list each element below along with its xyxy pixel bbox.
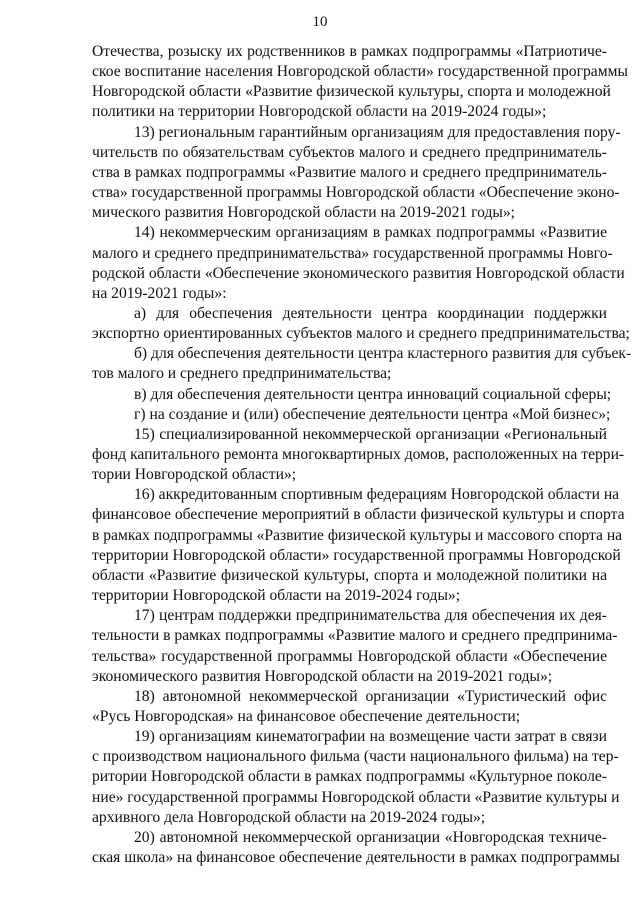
- text-line: 14) некоммерческим организациям в рамках подпрограммы «Развитие: [134, 224, 607, 242]
- text-line: ское воспитание населения Новгородской области» государственной программы: [92, 63, 628, 81]
- text-line: политики на территории Новгородской области на 2019-2024 годы»;: [92, 103, 547, 121]
- text-line: ства в рамках подпрограммы «Развитие малого и среднего предприниматель-: [92, 163, 607, 181]
- text-line: фонд капитального ремонта многоквартирных домов, расположенных на терри-: [92, 446, 625, 463]
- text-line: на 2019-2021 годы»:: [92, 284, 227, 302]
- text-line: тории Новгородской области»;: [92, 466, 297, 484]
- text-line: архивного дела Новгородской области на 2019-2024 годы»;: [92, 808, 486, 826]
- text-line: Отечества, розыску их родственников в рамках подпрограммы «Патриотиче-: [92, 43, 607, 60]
- text-line: ние» государственной программы Новгородской области «Развитие культуры и: [92, 788, 620, 806]
- text-line: финансовое обеспечение мероприятий в области физической культуры и спорта: [92, 506, 625, 524]
- text-line: малого и среднего предпринимательства» государственной программы Новго-: [92, 244, 613, 262]
- text-line: родской области «Обеспечение экономического развития Новгородской области: [92, 264, 625, 282]
- text-line: тельности в рамках подпрограммы «Развитие малого и среднего предпринима-: [92, 627, 618, 645]
- text-line: в) для обеспечения деятельности центра инноваций социальной сферы;: [134, 385, 612, 403]
- text-line: Новгородской области «Развитие физической культуры, спорта и молодежной: [92, 83, 611, 101]
- text-line: ритории Новгородской области в рамках подпрограммы «Культурное поколе-: [92, 768, 607, 786]
- text-line: 17) центрам поддержки предпринимательства для обеспечения их дея-: [134, 607, 607, 625]
- text-line: б) для обеспечения деятельности центра кластерного развития для субъек-: [134, 345, 632, 363]
- text-line: г) на создание и (или) обеспечение деятельности центра «Мой бизнес»;: [134, 405, 611, 423]
- text-line: области «Развитие физической культуры, спорта и молодежной политики на: [92, 566, 607, 584]
- text-line: экспортно ориентированных субъектов малого и среднего предпринимательства;: [92, 325, 630, 343]
- text-line: 13) региональным гарантийным организациям для предоставления пору-: [134, 123, 621, 141]
- text-line: 16) аккредитованным спортивным федерациям Новгородской области на: [134, 486, 620, 504]
- text-line: ства» государственной программы Новгородской области «Обеспечение эконо-: [92, 184, 620, 202]
- text-line: мического развития Новгородской области на 2019-2021 годы»;: [92, 204, 515, 222]
- text-line: тельства» государственной программы Новгородской области «Обеспечение: [92, 647, 607, 665]
- text-line: 18) автономной некоммерческой организации «Туристический офис: [134, 687, 607, 705]
- text-line: чительств по обязательствам субъектов малого и среднего предприниматель-: [92, 143, 607, 161]
- text-line: экономического развития Новгородской области на 2019-2021 годы»;: [92, 667, 553, 685]
- text-line: тов малого и среднего предпринимательства;: [92, 365, 392, 383]
- text-line: 20) автономной некоммерческой организации «Новгородская техниче-: [134, 828, 607, 846]
- text-line: в рамках подпрограммы «Развитие физической культуры и массового спорта на: [92, 526, 623, 544]
- text-line: территории Новгородской области на 2019-2024 годы»;: [92, 587, 461, 605]
- text-line: территории Новгородской области» государственной программы Новгородской: [92, 546, 621, 564]
- text-line: «Русь Новгородская» на финансовое обеспечение деятельности;: [92, 707, 521, 725]
- page-number: 10: [312, 14, 328, 30]
- text-line: 15) специализированной некоммерческой организации «Региональный: [134, 425, 607, 443]
- text-line: с производством национального фильма (части национального фильма) на тер-: [92, 748, 619, 766]
- text-line: а) для обеспечения деятельности центра координации поддержки: [134, 304, 607, 322]
- text-line: ская школа» на финансовое обеспечение деятельности в рамках подпрограммы: [92, 849, 620, 866]
- text-line: 19) организациям кинематографии на возмещение части затрат в связи: [134, 728, 607, 746]
